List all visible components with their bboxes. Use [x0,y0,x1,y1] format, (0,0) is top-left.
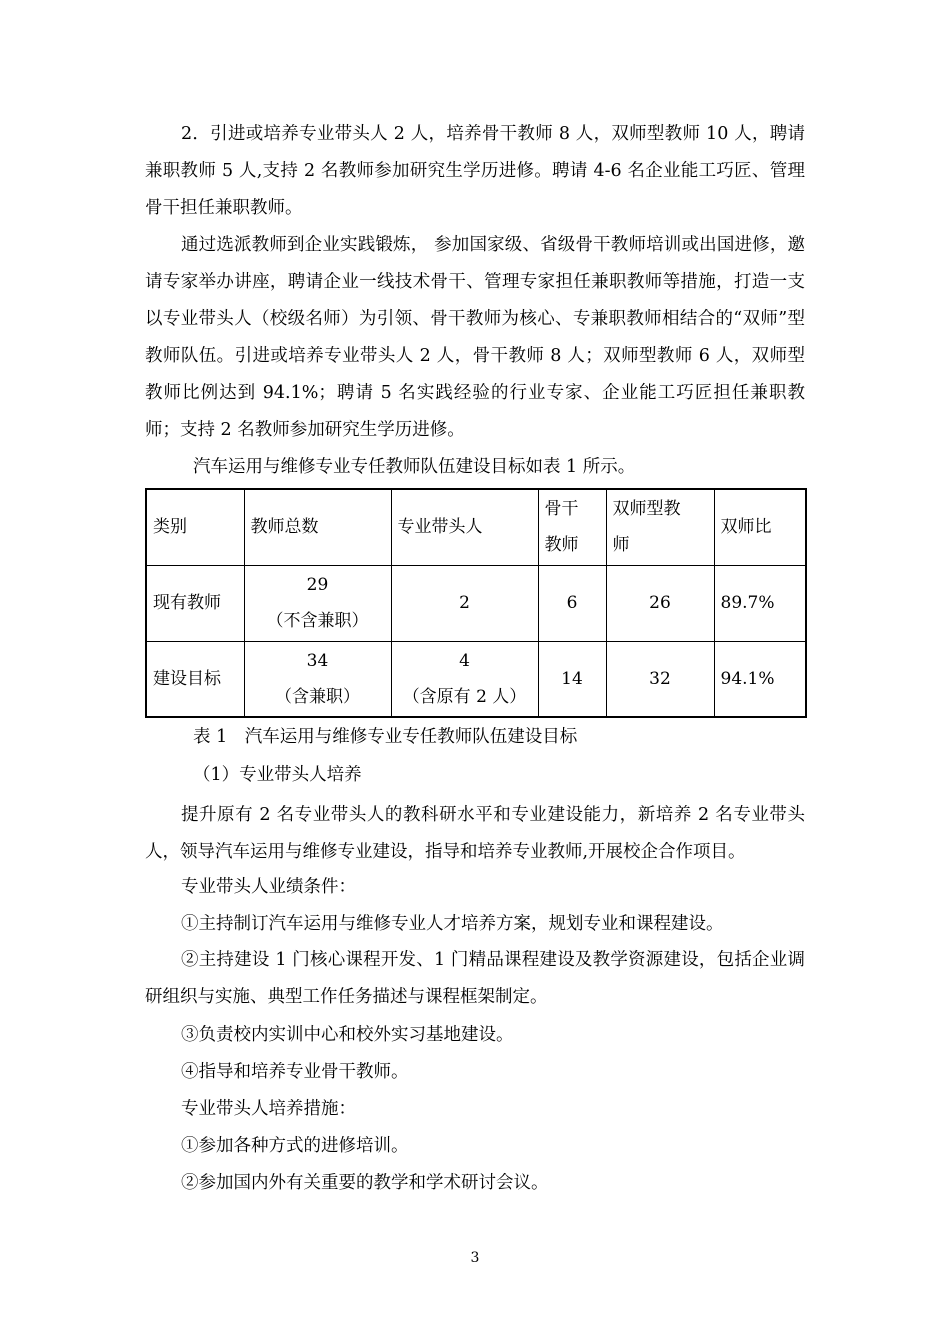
row-total-value: 29 [306,575,329,595]
row-total-note: （不含兼职） [266,611,369,631]
row-category: 建设目标 [146,641,244,717]
condition-item: ③负责校内实训中心和校外实习基地建设。 [181,1025,514,1045]
row-leader-value: 4 [459,650,470,671]
condition-item: ②主持建设 1 门核心课程开发、1 门精品课程建设及教学资源建设，包括企业调研组织与实施、典型工作任务描述与课程框架制定。 [145,950,805,1007]
measure-item: ②参加国内外有关重要的教学和学术研讨会议。 [181,1173,549,1193]
header-backbone [538,489,606,565]
header-dual-line1: 双师型教 [612,499,681,520]
header-dual-line2: 师 [612,535,630,556]
header-dual [606,489,714,565]
teacher-team-table [145,488,807,718]
header-backbone-line2: 教师 [544,535,579,556]
condition-item: ④指导和培养专业骨干教师。 [181,1062,409,1082]
row-leader-note: （含原有 2 人） [402,686,527,707]
row-backbone: 6 [538,565,606,641]
row-leader [391,641,538,717]
row-total [244,565,391,641]
table-header-row [146,489,806,565]
measure-item: ①参加各种方式的进修培训。 [181,1136,409,1156]
header-category: 类别 [146,489,244,565]
paragraph-goals: 2．引进或培养专业带头人 2 人，培养骨干教师 8 人，双师型教师 10 人，聘请兼职教师 5 人,支持 2 名教师参加研究生学历进修。聘请 4-6 名企业能工巧匠、管理骨干担任兼职教师。 [145,124,805,218]
row-ratio: 94.1% [714,641,806,717]
row-leader: 2 [391,565,538,641]
row-total-value: 34 [306,650,329,671]
row-backbone: 14 [538,641,606,717]
row-category: 现有教师 [146,565,244,641]
conditions-title: 专业带头人业绩条件： [181,877,356,897]
row-total [244,641,391,717]
header-total: 教师总数 [244,489,391,565]
table-row [146,565,806,641]
table-caption: 表 1 汽车运用与维修专业专任教师队伍建设目标 [193,727,578,747]
row-ratio: 89.7% [714,565,806,641]
section-heading: （1）专业带头人培养 [193,765,362,785]
condition-item: ①主持制订汽车运用与维修专业人才培养方案，规划专业和课程建设。 [181,914,724,934]
table-row [146,641,806,717]
paragraph-measures: 通过选派教师到企业实践锻炼， 参加国家级、省级骨干教师培训或出国进修，邀请专家举办讲座，聘请企业一线技术骨干、管理专家担任兼职教师等措施，打造一支以专业带头人（校级名师）为引领、骨干教师为核心、专兼职教师相结合的“双师”型教师队伍。引进或培养专业带头人 2 人，骨干教师 8 人；双师型教师 6 人，双师型教师比例达到 94.1%；聘请 5 名实践经验的行业专家、企业能工巧匠担任兼职教师；支持 2 名教师参加研究生学历进修。 [145,235,805,440]
header-backbone-line1: 骨干 [544,499,579,520]
header-ratio: 双师比 [714,489,806,565]
measures-title: 专业带头人培养措施： [181,1099,356,1119]
header-leader: 专业带头人 [391,489,538,565]
page-number: 3 [470,1250,480,1266]
row-dual: 32 [606,641,714,717]
row-total-note: （含兼职） [275,686,360,707]
row-dual: 26 [606,565,714,641]
paragraph-leader-training: 提升原有 2 名专业带头人的教科研水平和专业建设能力，新培养 2 名专业带头人，领导汽车运用与维修专业建设，指导和培养专业教师,开展校企合作项目。 [145,805,805,862]
table-intro: 汽车运用与维修专业专任教师队伍建设目标如表 1 所示。 [193,457,636,477]
